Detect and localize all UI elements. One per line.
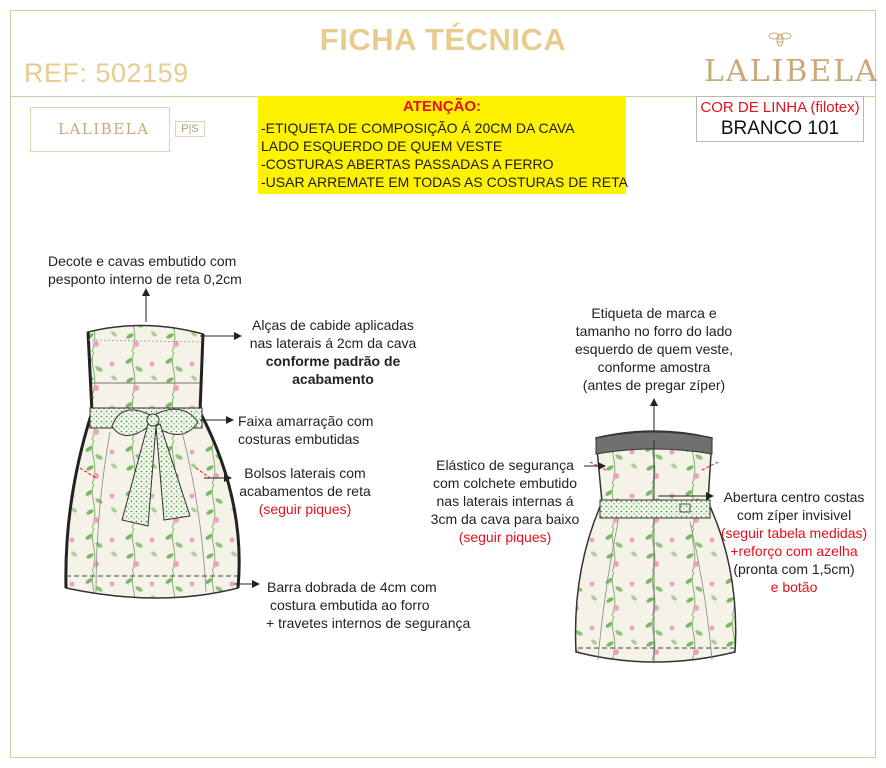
thread-color-title: COR DE LINHA (filotex) — [700, 99, 860, 116]
note-line: +reforço com azelha — [730, 543, 858, 559]
note-line: Decote e cavas embutido com — [48, 253, 237, 269]
front-straps-note — [240, 316, 426, 388]
back-label-note — [556, 304, 752, 394]
note-line: Alças de cabide aplicadas — [252, 317, 414, 333]
note-line: conforme amostra — [597, 359, 711, 375]
brand-logo: LALIBELA — [704, 54, 879, 89]
note-line: nas laterais á 2cm da cava — [249, 335, 417, 351]
front-neckline-note — [48, 252, 242, 288]
attention-title: ATENÇÃO: — [402, 98, 482, 115]
note-line: e botão — [770, 579, 818, 595]
note-line: nas laterais internas á — [436, 493, 574, 509]
note-line: com zíper invisivel — [736, 507, 852, 523]
attention-line: LADO ESQUERDO DE QUEM VESTE — [261, 138, 503, 154]
front-dress-drawing — [66, 325, 239, 598]
note-line: Elástico de segurança — [436, 457, 574, 473]
note-line: acabamentos de reta — [239, 483, 371, 499]
back-zipper-note — [712, 488, 876, 596]
note-line: (pronta com 1,5cm) — [733, 561, 855, 577]
note-line: (seguir tabela medidas) — [720, 525, 868, 541]
attention-line: -COSTURAS ABERTAS PASSADAS A FERRO — [261, 156, 554, 172]
note-line: pesponto interno de reta 0,2cm — [48, 271, 242, 287]
note-line: + travetes internos de segurança — [266, 615, 471, 631]
note-line: 3cm da cava para baixo — [430, 511, 580, 527]
note-line: (antes de pregar zíper) — [582, 377, 726, 393]
attention-line: -USAR ARREMATE EM TODAS AS COSTURAS DE RETA — [261, 174, 628, 190]
front-hem-note — [266, 578, 470, 632]
size-label: P|S — [175, 121, 205, 137]
front-sash-note — [238, 412, 373, 448]
note-line: com colchete embutido — [433, 475, 577, 491]
label-logo-text: LALIBELA — [58, 120, 150, 138]
thread-color-value: BRANCO 101 — [720, 118, 840, 139]
note-line: acabamento — [292, 371, 374, 387]
page-title: FICHA TÉCNICA — [319, 22, 567, 57]
note-line: costura embutida ao forro — [270, 597, 430, 613]
note-line: costuras embutidas — [238, 431, 360, 447]
back-elastic-note — [420, 456, 590, 546]
front-pockets-note — [232, 464, 378, 518]
note-line: (seguir piques) — [258, 501, 352, 517]
note-line: Barra dobrada de 4cm com — [267, 579, 437, 595]
note-line: (seguir piques) — [458, 529, 552, 545]
attention-line: -ETIQUETA DE COMPOSIÇÃO Á 20CM DA CAVA — [261, 120, 575, 136]
note-line: Bolsos laterais com — [244, 465, 366, 481]
note-line: Etiqueta de marca e — [591, 305, 717, 321]
note-line: esquerdo de quem veste, — [575, 341, 733, 357]
note-line: tamanho no forro do lado — [575, 323, 733, 339]
reference-number: REF: 502159 — [24, 58, 189, 88]
note-line: Abertura centro costas — [723, 489, 865, 505]
note-line: Faixa amarração com — [238, 413, 374, 429]
note-line: conforme padrão de — [265, 353, 401, 369]
